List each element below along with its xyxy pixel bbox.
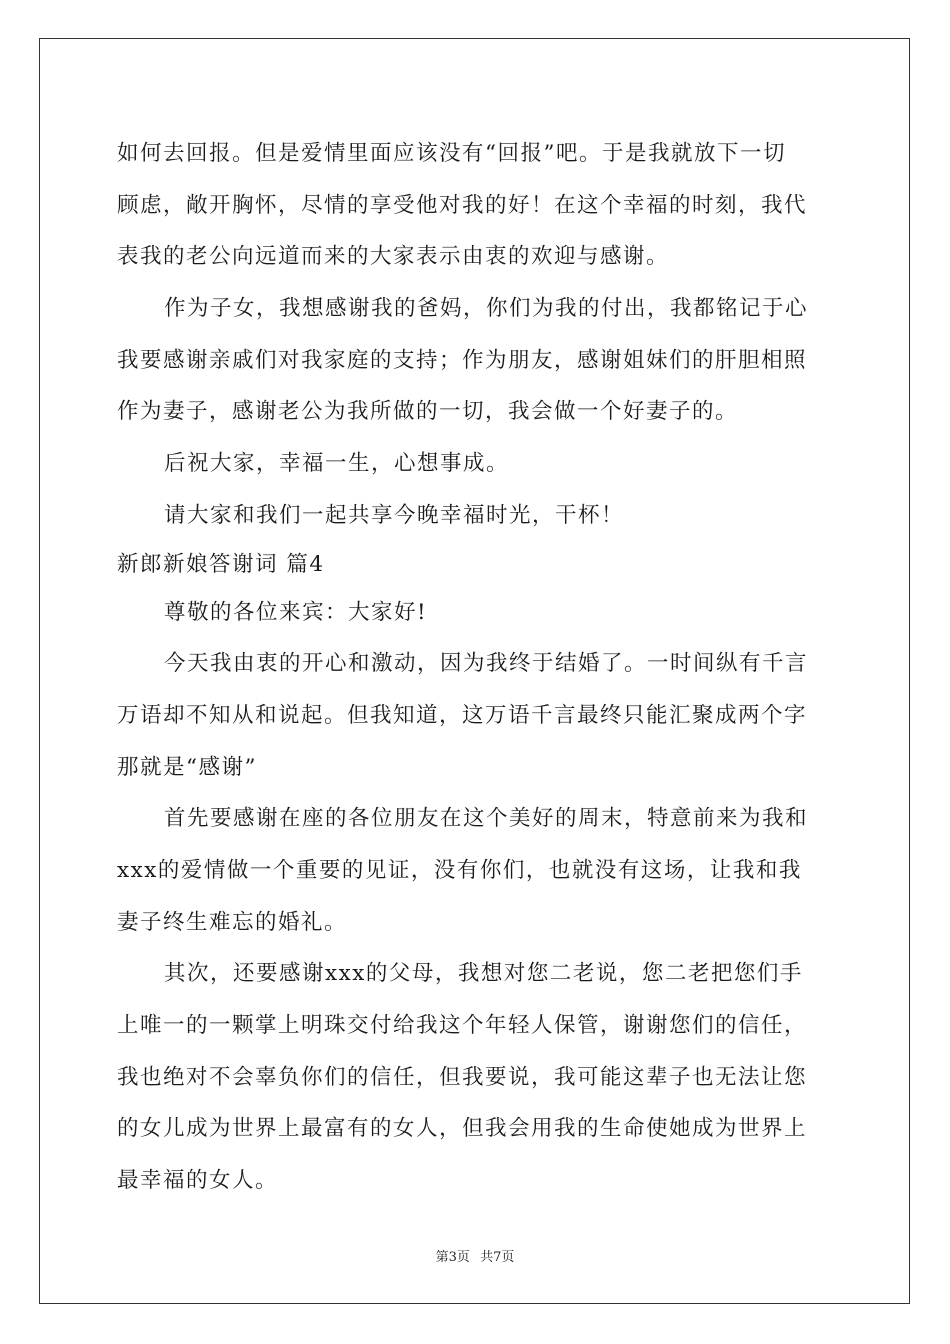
text-line-6: 作为妻子，感谢老公为我所做的一切，我会做一个好妻子的。 [117, 399, 739, 425]
text-line-3: 表我的老公向远道而来的大家表示由衷的欢迎与感谢。 [117, 244, 670, 270]
text-line-8: 请大家和我们一起共享今晚幸福时光，干杯！ [164, 502, 625, 528]
page-number: 第3页 [435, 1250, 470, 1265]
text-line-16: 妻子终生难忘的婚礼。 [117, 909, 348, 935]
text-line-4: 作为子女，我想感谢我的爸妈，你们为我的付出，我都铭记于心 [164, 296, 809, 322]
text-line-14: 首先要感谢在座的各位朋友在这个美好的周末，特意前来为我和 [164, 806, 809, 832]
text-line-17: 其次，还要感谢xxx的父母，我想对您二老说，您二老把您们手 [164, 961, 803, 987]
text-line-2: 顾虑，敞开胸怀，尽情的享受他对我的好！在这个幸福的时刻，我代 [117, 192, 808, 218]
text-line-12: 万语却不知从和说起。但我知道，这万语千言最终只能汇聚成两个字 [117, 702, 808, 728]
text-line-20: 的女儿成为世界上最富有的女人，但我会用我的生命使她成为世界上 [117, 1116, 808, 1142]
text-line-5: 我要感谢亲戚们对我家庭的支持；作为朋友，感谢姐妹们的肝胆相照 [117, 347, 808, 373]
total-pages: 共7页 [480, 1250, 515, 1265]
text-line-21: 最幸福的女人。 [117, 1168, 279, 1194]
text-line-11: 今天我由衷的开心和激动，因为我终于结婚了。一时间纵有千言 [164, 651, 809, 677]
text-line-10: 尊敬的各位来宾：大家好! [164, 599, 428, 625]
document-body [117, 128, 837, 1207]
page-footer [0, 1246, 950, 1265]
text-line-18: 上唯一的一颗掌上明珠交付给我这个年轻人保管，谢谢您们的信任， [117, 1013, 808, 1038]
text-line-1: 如何去回报。但是爱情里面应该没有“回报”吧。于是我就放下一切 [117, 141, 786, 166]
text-line-7: 后祝大家，幸福一生，心想事成。 [164, 451, 510, 477]
text-line-19: 我也绝对不会辜负你们的信任，但我要说，我可能这辈子也无法让您 [117, 1064, 808, 1090]
text-line-13: 那就是“感谢” [117, 754, 257, 780]
text-line-15: xxx的爱情做一个重要的见证，没有你们，也就没有这场，让我和我 [117, 857, 802, 883]
section-heading: 新郎新娘答谢词 篇4 [117, 551, 325, 577]
